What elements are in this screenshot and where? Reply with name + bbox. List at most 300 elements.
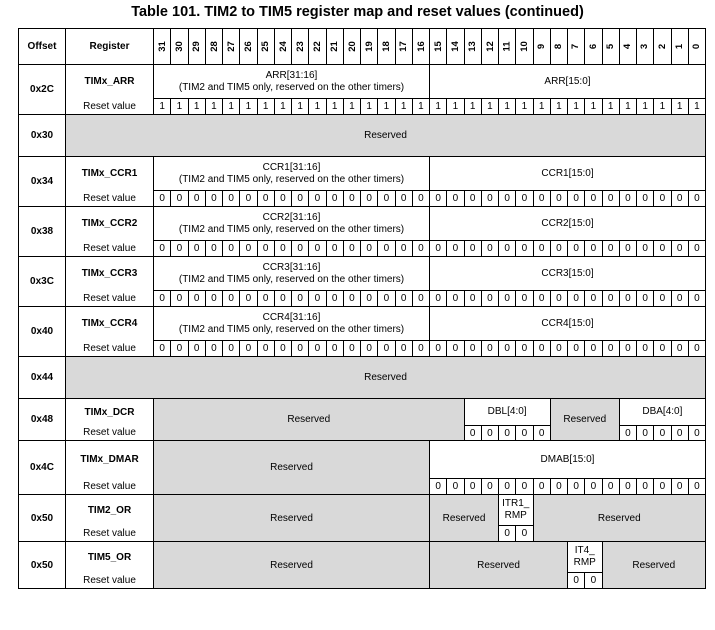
reset-bit: 0 xyxy=(223,241,240,257)
offset-cell: 0x34 xyxy=(19,157,66,207)
bit-number: 3 xyxy=(639,43,651,50)
reset-bit: 1 xyxy=(274,99,291,115)
field-name: DMAB[15:0] xyxy=(540,453,595,465)
reset-bit: 0 xyxy=(671,479,688,495)
reset-bit: 0 xyxy=(516,191,533,207)
reset-bit: 0 xyxy=(430,291,447,307)
bit-number: 22 xyxy=(311,41,323,52)
reset-bit: 0 xyxy=(533,479,550,495)
field-name: ITR1_ xyxy=(502,498,530,509)
reset-bit: 1 xyxy=(671,99,688,115)
bit-number: 5 xyxy=(605,43,617,50)
reset-bit: 0 xyxy=(292,241,309,257)
reset-bit: 0 xyxy=(464,341,481,357)
reset-bit: 0 xyxy=(499,291,516,307)
reset-bit: 0 xyxy=(412,241,429,257)
table-row xyxy=(19,495,706,526)
header-bit xyxy=(464,29,481,65)
reset-bit: 1 xyxy=(188,99,205,115)
reset-bit: 0 xyxy=(499,241,516,257)
field-dbl xyxy=(464,399,550,426)
reset-bit: 0 xyxy=(343,291,360,307)
reset-bit: 0 xyxy=(240,291,257,307)
bit-number: 6 xyxy=(587,43,599,50)
header-bit xyxy=(292,29,309,65)
reset-bit: 0 xyxy=(223,191,240,207)
reset-bit: 0 xyxy=(619,426,636,441)
reset-bit: 0 xyxy=(447,291,464,307)
table-row xyxy=(19,307,706,341)
field-name: CCR2[31:16] xyxy=(262,211,321,223)
reserved-field: Reserved xyxy=(154,441,430,495)
reset-bit: 0 xyxy=(447,479,464,495)
bit-number: 26 xyxy=(242,41,254,52)
reset-bit: 0 xyxy=(205,291,222,307)
header-bit xyxy=(602,29,619,65)
reset-bit: 1 xyxy=(205,99,222,115)
reset-bit: 0 xyxy=(688,191,705,207)
header-bit xyxy=(154,29,171,65)
reset-bit: 0 xyxy=(637,241,654,257)
reset-bit: 1 xyxy=(378,99,395,115)
reset-bit: 0 xyxy=(602,241,619,257)
reset-bit: 0 xyxy=(602,341,619,357)
reset-bit: 1 xyxy=(619,99,636,115)
bit-number: 1 xyxy=(674,43,686,50)
reset-bit: 1 xyxy=(585,99,602,115)
bit-number: 25 xyxy=(260,41,272,52)
field-low xyxy=(430,207,706,241)
reset-bit: 0 xyxy=(654,341,671,357)
reset-bit: 0 xyxy=(223,291,240,307)
reset-bit: 0 xyxy=(343,341,360,357)
offset-cell: 0x44 xyxy=(19,357,66,399)
reset-bit: 0 xyxy=(412,291,429,307)
reset-bit: 0 xyxy=(361,341,378,357)
reset-bit: 1 xyxy=(654,99,671,115)
reset-bit: 0 xyxy=(309,191,326,207)
reset-bit: 0 xyxy=(516,426,533,441)
field-name: ARR[31:16] xyxy=(265,69,318,81)
reset-bit: 0 xyxy=(257,241,274,257)
reset-bit: 0 xyxy=(499,526,516,542)
reset-bit: 0 xyxy=(171,341,188,357)
bit-number: 2 xyxy=(656,43,668,50)
field-name: IT4_ xyxy=(574,545,595,556)
reset-bit: 0 xyxy=(188,341,205,357)
register-name: TIMx_CCR1 xyxy=(66,157,154,191)
reset-bit: 0 xyxy=(568,479,585,495)
reset-bit: 1 xyxy=(533,99,550,115)
field-note: (TIM2 and TIM5 only, reserved on the other timers) xyxy=(178,173,405,185)
reset-bit: 0 xyxy=(516,341,533,357)
field-name: DBA[4:0] xyxy=(642,406,683,417)
offset-cell: 0x50 xyxy=(19,495,66,542)
header-bit xyxy=(619,29,636,65)
bit-number: 19 xyxy=(363,41,375,52)
reserved-field: Reserved xyxy=(154,399,465,441)
reset-bit: 1 xyxy=(361,99,378,115)
bit-number: 7 xyxy=(570,43,582,50)
register-name: TIMx_ARR xyxy=(66,65,154,99)
offset-cell: 0x2C xyxy=(19,65,66,115)
reset-bit: 1 xyxy=(464,99,481,115)
field-note: (TIM2 and TIM5 only, reserved on the other timers) xyxy=(178,223,405,235)
reset-bit: 1 xyxy=(430,99,447,115)
header-bit xyxy=(585,29,602,65)
bit-number: 11 xyxy=(501,41,513,52)
reset-bit: 0 xyxy=(585,291,602,307)
reset-bit: 1 xyxy=(223,99,240,115)
header-bit xyxy=(430,29,447,65)
table-row xyxy=(19,157,706,191)
bit-number: 16 xyxy=(415,41,427,52)
header-bit xyxy=(637,29,654,65)
reset-bit: 1 xyxy=(516,99,533,115)
register-name: TIMx_DCR xyxy=(66,399,154,426)
reset-bit: 0 xyxy=(430,341,447,357)
reset-bit: 0 xyxy=(688,291,705,307)
register-name: TIMx_CCR2 xyxy=(66,207,154,241)
bit-number: 31 xyxy=(156,41,168,52)
reset-bit: 0 xyxy=(171,191,188,207)
bit-number: 10 xyxy=(518,41,530,52)
reset-label: Reset value xyxy=(66,191,154,207)
reset-bit: 0 xyxy=(430,479,447,495)
offset-cell: 0x30 xyxy=(19,115,66,157)
field-name: CCR1[31:16] xyxy=(262,161,321,173)
reset-bit: 0 xyxy=(550,291,567,307)
reset-bit: 0 xyxy=(688,479,705,495)
reset-bit: 0 xyxy=(550,241,567,257)
table-row xyxy=(19,65,706,99)
reset-bit: 0 xyxy=(154,341,171,357)
reset-bit: 0 xyxy=(499,341,516,357)
reset-bit: 0 xyxy=(188,241,205,257)
reset-bit: 1 xyxy=(637,99,654,115)
reset-label: Reset value xyxy=(66,573,154,589)
table-row xyxy=(19,542,706,573)
reset-bit: 0 xyxy=(619,341,636,357)
field-name: RMP xyxy=(504,510,527,521)
reset-bit: 0 xyxy=(602,191,619,207)
field-low xyxy=(430,65,706,99)
bit-number: 8 xyxy=(553,43,565,50)
field-low xyxy=(430,257,706,291)
bit-number: 21 xyxy=(329,41,341,52)
reset-bit: 0 xyxy=(274,341,291,357)
reset-bit: 0 xyxy=(309,241,326,257)
reset-label: Reset value xyxy=(66,291,154,307)
header-bit xyxy=(343,29,360,65)
bit-number: 18 xyxy=(380,41,392,52)
reset-bit: 0 xyxy=(326,191,343,207)
reset-bit: 0 xyxy=(223,341,240,357)
reset-bit: 0 xyxy=(550,479,567,495)
field-dba xyxy=(619,399,705,426)
reset-bit: 0 xyxy=(481,241,498,257)
register-name: TIM2_OR xyxy=(66,495,154,526)
reset-bit: 0 xyxy=(378,291,395,307)
table-title: Table 101. TIM2 to TIM5 register map and reset values (continued) xyxy=(131,4,584,20)
reset-bit: 0 xyxy=(481,291,498,307)
reset-bit: 0 xyxy=(464,291,481,307)
table-row xyxy=(19,291,706,307)
reset-bit: 0 xyxy=(516,479,533,495)
header-bit xyxy=(688,29,705,65)
reset-bit: 1 xyxy=(240,99,257,115)
reset-bit: 0 xyxy=(292,191,309,207)
reserved-field: Reserved xyxy=(602,542,706,589)
bit-number: 9 xyxy=(536,43,548,50)
reset-bit: 0 xyxy=(257,191,274,207)
reset-bit: 0 xyxy=(309,341,326,357)
register-name: TIMx_CCR4 xyxy=(66,307,154,341)
field-name: CCR3[15:0] xyxy=(541,267,594,279)
reset-bit: 0 xyxy=(568,341,585,357)
header-bit xyxy=(516,29,533,65)
reset-bit: 0 xyxy=(516,291,533,307)
reset-bit: 1 xyxy=(326,99,343,115)
reset-bit: 0 xyxy=(395,241,412,257)
reset-bit: 0 xyxy=(154,241,171,257)
reset-bit: 0 xyxy=(481,426,498,441)
reset-bit: 0 xyxy=(654,426,671,441)
field-name: ARR[15:0] xyxy=(544,75,591,87)
reset-bit: 1 xyxy=(688,99,705,115)
reset-bit: 0 xyxy=(568,291,585,307)
reset-bit: 0 xyxy=(568,191,585,207)
offset-cell: 0x3C xyxy=(19,257,66,307)
reset-bit: 0 xyxy=(671,241,688,257)
reset-bit: 0 xyxy=(240,241,257,257)
reset-bit: 0 xyxy=(671,191,688,207)
field-name: CCR4[31:16] xyxy=(262,311,321,323)
reset-bit: 0 xyxy=(585,341,602,357)
reset-bit: 0 xyxy=(188,191,205,207)
reset-bit: 0 xyxy=(499,479,516,495)
bit-number: 12 xyxy=(484,41,496,52)
reset-bit: 0 xyxy=(154,191,171,207)
reset-bit: 1 xyxy=(257,99,274,115)
header-bit xyxy=(671,29,688,65)
reset-bit: 0 xyxy=(464,479,481,495)
reset-bit: 0 xyxy=(326,241,343,257)
reset-bit: 0 xyxy=(447,241,464,257)
reset-label: Reset value xyxy=(66,526,154,542)
field-note: (TIM2 and TIM5 only, reserved on the other timers) xyxy=(178,273,405,285)
reset-bit: 0 xyxy=(326,341,343,357)
reset-bit: 0 xyxy=(533,191,550,207)
header-bit xyxy=(654,29,671,65)
reset-bit: 1 xyxy=(292,99,309,115)
field-name: RMP xyxy=(573,557,596,568)
table-row xyxy=(19,99,706,115)
reset-bit: 1 xyxy=(481,99,498,115)
reset-bit: 1 xyxy=(550,99,567,115)
reset-bit: 0 xyxy=(637,291,654,307)
field-name: CCR1[15:0] xyxy=(541,167,594,179)
reset-bit: 0 xyxy=(361,291,378,307)
reset-bit: 1 xyxy=(154,99,171,115)
reset-bit: 0 xyxy=(326,291,343,307)
table-row xyxy=(19,441,706,479)
reset-bit: 0 xyxy=(395,191,412,207)
offset-cell: 0x4C xyxy=(19,441,66,495)
register-name: TIMx_DMAR xyxy=(66,441,154,479)
reset-bit: 0 xyxy=(585,573,602,589)
register-name: TIMx_CCR3 xyxy=(66,257,154,291)
reset-bit: 0 xyxy=(568,241,585,257)
bit-number: 14 xyxy=(449,41,461,52)
reset-bit: 0 xyxy=(671,426,688,441)
bit-number: 30 xyxy=(173,41,185,52)
bit-number: 20 xyxy=(346,41,358,52)
reserved-field: Reserved xyxy=(430,495,499,542)
bit-number: 15 xyxy=(432,41,444,52)
reserved-field: Reserved xyxy=(154,542,430,589)
reset-bit: 1 xyxy=(447,99,464,115)
table-row xyxy=(19,257,706,291)
header-bit xyxy=(188,29,205,65)
header-bit xyxy=(171,29,188,65)
field-name: CCR3[31:16] xyxy=(262,261,321,273)
reset-bit: 0 xyxy=(481,341,498,357)
reset-bit: 0 xyxy=(257,291,274,307)
reset-bit: 0 xyxy=(671,291,688,307)
offset-cell: 0x48 xyxy=(19,399,66,441)
reset-bit: 0 xyxy=(378,241,395,257)
reset-bit: 0 xyxy=(654,191,671,207)
field-low xyxy=(430,157,706,191)
header-bit xyxy=(309,29,326,65)
register-map-table xyxy=(18,28,706,589)
field-rmp xyxy=(499,495,534,526)
reset-bit: 0 xyxy=(550,191,567,207)
reset-bit: 0 xyxy=(343,191,360,207)
reset-bit: 0 xyxy=(447,191,464,207)
header-bit xyxy=(326,29,343,65)
reset-bit: 0 xyxy=(378,191,395,207)
reset-bit: 0 xyxy=(619,241,636,257)
reset-bit: 1 xyxy=(395,99,412,115)
table-row xyxy=(19,29,706,65)
reset-bit: 0 xyxy=(395,291,412,307)
reset-bit: 0 xyxy=(343,241,360,257)
reset-bit: 0 xyxy=(274,291,291,307)
header-bit xyxy=(378,29,395,65)
bit-number: 28 xyxy=(208,41,220,52)
reset-bit: 0 xyxy=(378,341,395,357)
reset-bit: 0 xyxy=(292,341,309,357)
header-bit xyxy=(533,29,550,65)
offset-cell: 0x50 xyxy=(19,542,66,589)
field-name: CCR4[15:0] xyxy=(541,317,594,329)
reset-label: Reset value xyxy=(66,426,154,441)
reset-bit: 0 xyxy=(292,291,309,307)
header-bit xyxy=(361,29,378,65)
reset-bit: 0 xyxy=(499,191,516,207)
reset-bit: 0 xyxy=(688,341,705,357)
table-row xyxy=(19,207,706,241)
header-bit xyxy=(274,29,291,65)
reset-bit: 0 xyxy=(205,241,222,257)
reset-bit: 0 xyxy=(481,479,498,495)
reset-bit: 0 xyxy=(688,426,705,441)
reset-bit: 0 xyxy=(533,241,550,257)
reset-bit: 0 xyxy=(585,191,602,207)
bit-number: 24 xyxy=(277,41,289,52)
header-bit xyxy=(205,29,222,65)
bit-number: 23 xyxy=(294,41,306,52)
reset-bit: 0 xyxy=(533,341,550,357)
reset-bit: 0 xyxy=(533,426,550,441)
header-bit xyxy=(240,29,257,65)
reset-bit: 0 xyxy=(637,479,654,495)
field-low xyxy=(430,307,706,341)
header-bit xyxy=(550,29,567,65)
header-register: Register xyxy=(66,29,154,65)
reset-bit: 0 xyxy=(430,191,447,207)
bit-number: 29 xyxy=(191,41,203,52)
reset-bit: 0 xyxy=(171,291,188,307)
reset-bit: 0 xyxy=(309,291,326,307)
table-row xyxy=(19,357,706,399)
reserved-row: Reserved xyxy=(66,115,706,157)
reset-bit: 0 xyxy=(516,241,533,257)
table-row xyxy=(19,241,706,257)
reset-bit: 0 xyxy=(361,241,378,257)
table-row xyxy=(19,115,706,157)
reset-bit: 0 xyxy=(361,191,378,207)
reset-bit: 0 xyxy=(688,241,705,257)
reset-bit: 0 xyxy=(568,573,585,589)
field-rmp xyxy=(568,542,603,573)
header-bit xyxy=(499,29,516,65)
header-offset: Offset xyxy=(19,29,66,65)
reset-bit: 0 xyxy=(654,479,671,495)
reset-bit: 0 xyxy=(412,341,429,357)
reset-bit: 0 xyxy=(447,341,464,357)
bit-number: 0 xyxy=(691,43,703,50)
field-note: (TIM2 and TIM5 only, reserved on the other timers) xyxy=(178,81,405,93)
reset-bit: 1 xyxy=(499,99,516,115)
bit-number: 13 xyxy=(467,41,479,52)
reset-bit: 0 xyxy=(637,426,654,441)
reset-bit: 0 xyxy=(154,291,171,307)
field-name: DBL[4:0] xyxy=(487,406,527,417)
reset-bit: 0 xyxy=(188,291,205,307)
header-bit xyxy=(412,29,429,65)
reset-bit: 0 xyxy=(671,341,688,357)
reset-bit: 0 xyxy=(602,479,619,495)
table-row xyxy=(19,191,706,207)
reset-bit: 0 xyxy=(257,341,274,357)
register-name: TIM5_OR xyxy=(66,542,154,573)
reserved-field: Reserved xyxy=(550,399,619,441)
reset-bit: 1 xyxy=(171,99,188,115)
reset-bit: 1 xyxy=(602,99,619,115)
reset-bit: 0 xyxy=(585,241,602,257)
field-low xyxy=(430,441,706,479)
offset-cell: 0x40 xyxy=(19,307,66,357)
reset-bit: 0 xyxy=(619,479,636,495)
reset-bit: 0 xyxy=(171,241,188,257)
reserved-field: Reserved xyxy=(430,542,568,589)
reset-bit: 0 xyxy=(205,191,222,207)
field-high xyxy=(154,65,430,99)
field-high xyxy=(154,307,430,341)
